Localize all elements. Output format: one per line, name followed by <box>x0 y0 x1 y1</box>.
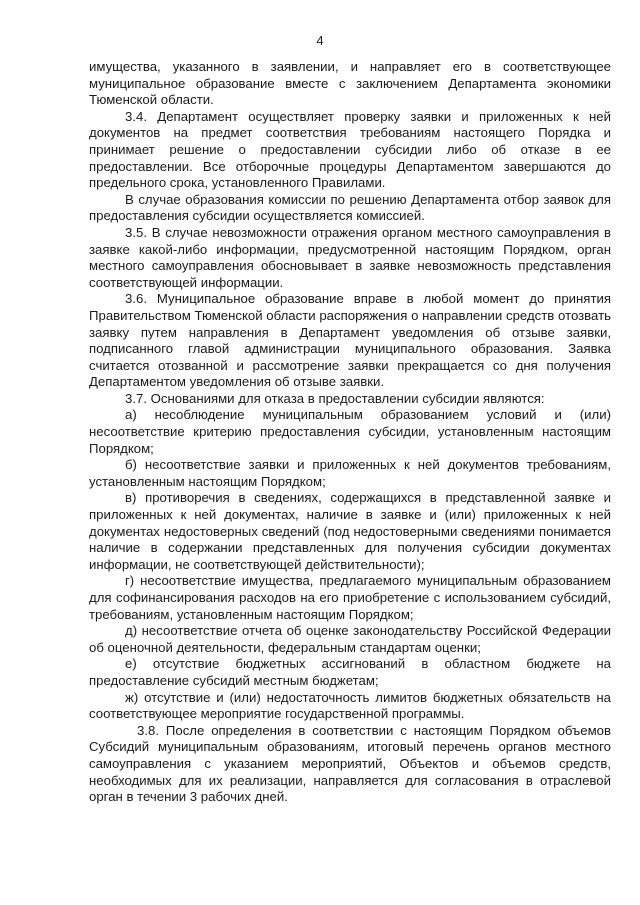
paragraph-3-5: 3.5. В случае невозможности отражения органом местного самоуправления в заявке какой-либо информации, предусмотренной настоящим Порядком, орган местного самоуправления обосновывает в заявке невозможность представления соответствующей информации. <box>89 224 611 290</box>
document-body <box>89 59 611 806</box>
list-item-b: б) несоответствие заявки и приложенных к ней документов требованиям, установленным настоящим Порядком; <box>89 457 611 489</box>
paragraph-commission: В случае образования комиссии по решению Департамента отбор заявок для предоставления субсидии осуществляется комиссией. <box>89 191 611 224</box>
paragraph-3-4: 3.4. Департамент осуществляет проверку заявки и приложенных к ней документов на предмет соответствия требованиям настоящего Порядка и принимает решение о предоставлении субсидии либо об отказе в ее предоставлении. Все отборочные процедуры Департаментом завершаются до предельного срока, установленного Правилами. <box>89 108 611 191</box>
paragraph-3-7: 3.7. Основаниями для отказа в предоставлении субсидии являются: <box>125 390 545 406</box>
list-item-zh: ж) отсутствие и (или) недостаточность лимитов бюджетных обязательств на соответствующее мероприятие государственной программы. <box>89 689 611 722</box>
list-item-v: в) противоречия в сведениях, содержащихся в представленной заявке и приложенных к ней документах, наличие в заявке и (или) приложенных к ней документах недостоверных сведений (под недостоверными сведениями понимается наличие в содержании представленных для получения субсидии документах информации, не соответствующей действительности); <box>89 490 611 572</box>
paragraph-3-6: 3.6. Муниципальное образование вправе в любой момент до принятия Правительством Тюменской области распоряжения о направлении средств отозвать заявку путем направления в Департамент уведомления об отзыве заявки, подписанного главой администрации муниципального образования. Заявка считается отозванной и рассмотрение заявки прекращается со дня получения Департаментом уведомления об отзыве заявки. <box>89 291 611 390</box>
paragraph-3-8: 3.8. После определения в соответствии с настоящим Порядком объемов Субсидий муниципальным образованиям, итоговый перечень органов местного самоуправления с указанием мероприятий, Объектов и объемов средств, необходимых для их реализации, направляется для согласования в отраслевой орган в течении 3 рабочих дней. <box>89 722 611 805</box>
list-item-d: д) несоответствие отчета об оценке законодательству Российской Федерации об оценочной деятельности, федеральным стандартам оценки; <box>89 623 611 655</box>
paragraph-continuation: имущества, указанного в заявлении, и направляет его в соответствующее муниципальное образование вместе с заключением Департамента экономики Тюменской области. <box>89 59 611 108</box>
list-item-a: а) несоблюдение муниципальным образованием условий и (или) несоответствие критерию предоставления субсидии, установленным настоящим Порядком; <box>89 407 611 456</box>
page-number: 4 <box>316 33 324 48</box>
list-item-e: е) отсутствие бюджетных ассигнований в областном бюджете на предоставление субсидий местным бюджетам; <box>89 656 611 688</box>
list-item-g: г) несоответствие имущества, предлагаемого муниципальным образованием для софинансирования расходов на его приобретение с использованием субсидий, требованиям, установленным настоящим Порядком; <box>89 573 611 622</box>
